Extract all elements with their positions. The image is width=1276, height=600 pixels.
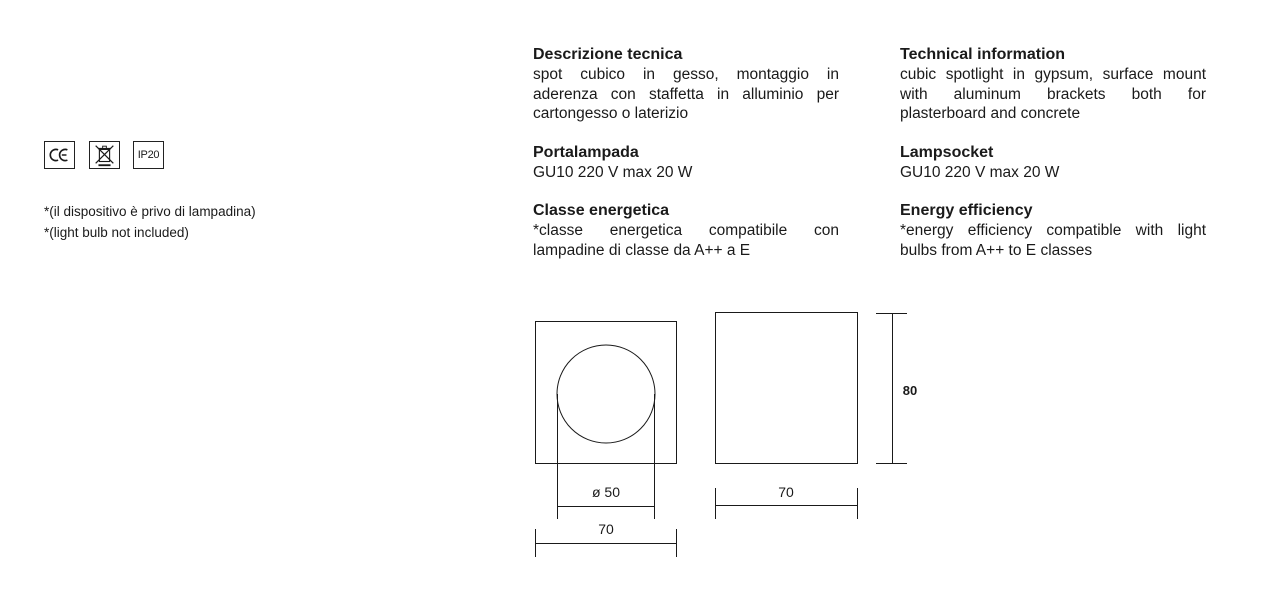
energy-efficiency-body-en: *energy efficiency compatible with light bulbs from A++ to E classes: [900, 222, 1206, 259]
energy-efficiency-title-en: Energy efficiency: [900, 202, 1033, 219]
technical-description-body-it: spot cubico in gesso, montaggio in aderenza con staffetta in alluminio per cartongesso o laterizio: [533, 66, 839, 122]
side-width-label: 70: [778, 484, 794, 500]
side-view-outline: [716, 313, 858, 464]
lampsocket-body-it: GU10 220 V max 20 W: [533, 164, 693, 181]
front-width-label: 70: [598, 521, 614, 537]
note-english: *(light bulb not included): [44, 225, 189, 240]
lampsocket-title-en: Lampsocket: [900, 144, 994, 161]
ip20-rating-badge: IP20: [133, 141, 164, 169]
height-label: 80: [902, 383, 918, 398]
front-view-light-opening: [557, 345, 655, 443]
technical-information-body-en: cubic spotlight in gypsum, surface mount with aluminum brackets both for plasterboard and concrete: [900, 66, 1206, 122]
note-italian: *(il dispositivo è privo di lampadina): [44, 204, 256, 219]
lampsocket-body-en: GU10 220 V max 20 W: [900, 164, 1060, 181]
technical-description-title-it: Descrizione tecnica: [533, 46, 683, 63]
technical-information-title-en: Technical information: [900, 46, 1066, 63]
diameter-label: ø 50: [591, 484, 621, 500]
lampsocket-title-it: Portalampada: [533, 144, 639, 161]
energy-class-body-it: *classe energetica compatibile con lampadine di classe da A++ a E: [533, 222, 839, 259]
energy-class-title-it: Classe energetica: [533, 202, 670, 219]
